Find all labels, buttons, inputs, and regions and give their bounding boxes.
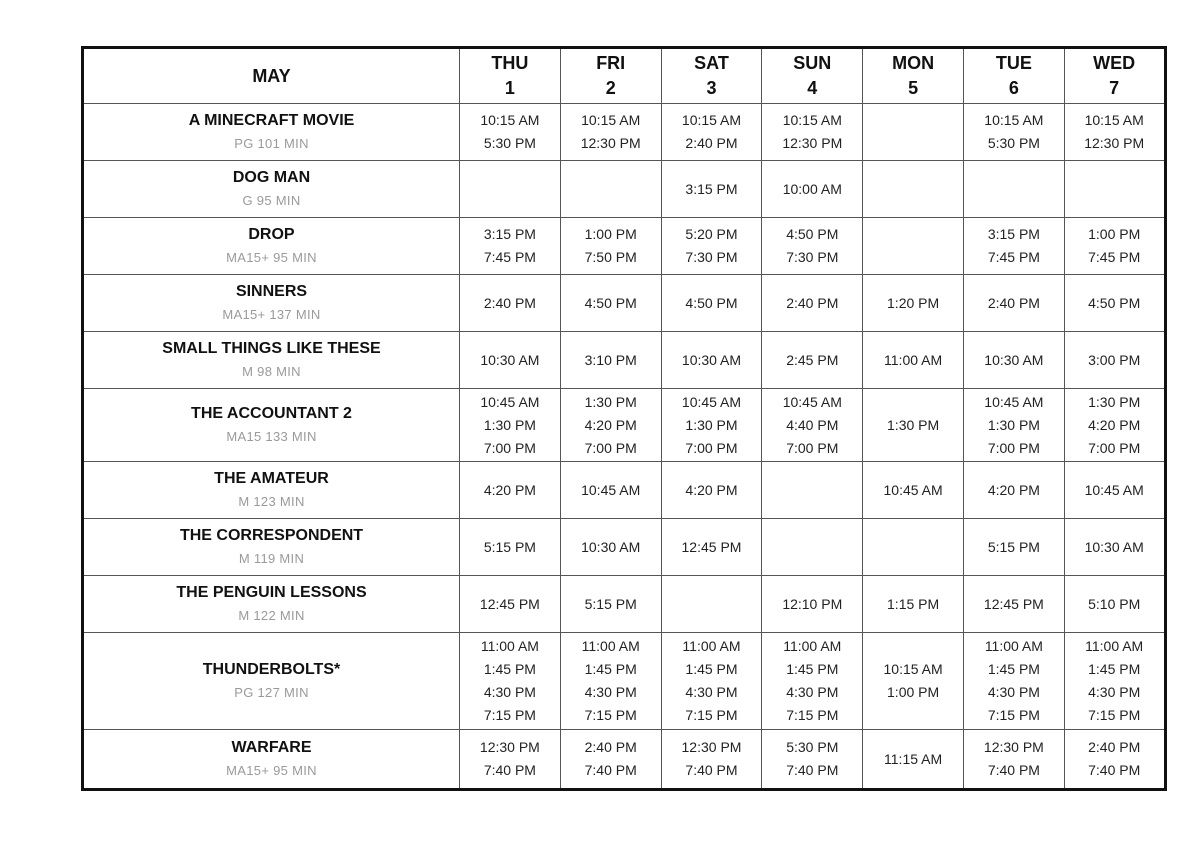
movie-title: WARFARE bbox=[231, 739, 312, 756]
session-cell bbox=[963, 104, 1064, 161]
session-cell bbox=[460, 633, 561, 730]
session-cell bbox=[560, 104, 661, 161]
session-time: 10:45 AM bbox=[984, 393, 1044, 410]
movie-title: SINNERS bbox=[235, 283, 308, 300]
session-time: 7:15 PM bbox=[483, 707, 536, 723]
session-time: 1:45 PM bbox=[483, 661, 536, 677]
session-time: 1:20 PM bbox=[887, 294, 940, 311]
movie-rating-runtime: MA15+ 95 MIN bbox=[226, 250, 317, 265]
session-cell bbox=[762, 104, 863, 161]
session-time: 10:30 AM bbox=[581, 538, 641, 555]
session-time: 5:15 PM bbox=[987, 538, 1040, 555]
session-cell bbox=[661, 332, 762, 389]
session-time: 4:30 PM bbox=[786, 684, 839, 700]
session-cell bbox=[460, 462, 561, 519]
session-cell bbox=[762, 161, 863, 218]
movie-title: THE AMATEUR bbox=[214, 470, 329, 487]
session-cell bbox=[1064, 730, 1165, 790]
header-row bbox=[83, 48, 1166, 104]
session-time: 12:30 PM bbox=[479, 739, 540, 755]
session-time: 4:50 PM bbox=[584, 294, 637, 311]
day-header-sun bbox=[762, 48, 863, 104]
movie-cell bbox=[83, 332, 460, 389]
session-time: 7:45 PM bbox=[483, 249, 536, 265]
session-time: 4:20 PM bbox=[685, 481, 738, 498]
session-time: 11:00 AM bbox=[480, 638, 539, 654]
movie-cell bbox=[83, 104, 460, 161]
session-time: 12:30 PM bbox=[1084, 135, 1145, 151]
session-cell bbox=[1064, 462, 1165, 519]
session-time: 10:45 AM bbox=[883, 481, 943, 498]
session-time: 1:30 PM bbox=[1088, 393, 1141, 410]
session-time: 1:00 PM bbox=[584, 226, 637, 242]
session-cell bbox=[560, 633, 661, 730]
session-cell bbox=[1064, 332, 1165, 389]
session-time: 7:00 PM bbox=[483, 439, 536, 456]
session-time: 5:15 PM bbox=[584, 595, 637, 612]
session-time: 1:15 PM bbox=[887, 595, 940, 612]
movie-rating-runtime: M 119 MIN bbox=[238, 551, 305, 566]
session-cell bbox=[863, 633, 964, 730]
session-cell bbox=[460, 218, 561, 275]
session-time: 12:45 PM bbox=[479, 595, 540, 612]
session-time: 3:15 PM bbox=[685, 180, 738, 197]
session-cell bbox=[963, 332, 1064, 389]
movie-cell bbox=[83, 576, 460, 633]
session-cell bbox=[460, 389, 561, 462]
session-cell bbox=[661, 576, 762, 633]
session-cell bbox=[460, 275, 561, 332]
session-cell bbox=[661, 519, 762, 576]
session-time: 4:50 PM bbox=[1088, 294, 1141, 311]
session-cell bbox=[1064, 633, 1165, 730]
movie-cell bbox=[83, 275, 460, 332]
session-time: 4:30 PM bbox=[987, 684, 1040, 700]
session-time: 5:30 PM bbox=[987, 135, 1040, 151]
session-time: 1:45 PM bbox=[584, 661, 637, 677]
session-time: 1:30 PM bbox=[483, 416, 536, 433]
session-time: 3:00 PM bbox=[1088, 351, 1141, 368]
movie-cell bbox=[83, 730, 460, 790]
session-time: 4:50 PM bbox=[786, 226, 839, 242]
session-time: 7:40 PM bbox=[685, 762, 738, 778]
session-time: 11:00 AM bbox=[682, 638, 741, 654]
month-header: MAY bbox=[83, 48, 460, 104]
session-time: 3:15 PM bbox=[483, 226, 536, 242]
session-cell bbox=[661, 161, 762, 218]
session-time: 7:40 PM bbox=[584, 762, 637, 778]
session-cell bbox=[1064, 161, 1165, 218]
session-cell bbox=[661, 275, 762, 332]
session-time: 5:10 PM bbox=[1088, 595, 1141, 612]
day-number: 3 bbox=[706, 78, 717, 98]
session-time: 7:40 PM bbox=[1088, 762, 1141, 778]
session-time: 2:40 PM bbox=[786, 294, 839, 311]
day-name: THU bbox=[491, 53, 529, 73]
session-cell bbox=[762, 633, 863, 730]
day-name: FRI bbox=[596, 53, 626, 73]
session-time: 1:30 PM bbox=[584, 393, 637, 410]
session-time: 10:45 AM bbox=[681, 393, 742, 410]
session-time: 7:15 PM bbox=[987, 707, 1040, 723]
session-time: 7:15 PM bbox=[786, 707, 839, 723]
session-time: 1:45 PM bbox=[786, 661, 839, 677]
session-cell bbox=[963, 576, 1064, 633]
session-time: 2:40 PM bbox=[584, 739, 637, 755]
session-time: 10:45 AM bbox=[480, 393, 540, 410]
session-time: 1:45 PM bbox=[1088, 661, 1141, 677]
session-time: 10:15 AM bbox=[581, 112, 641, 128]
movie-rating-runtime: M 123 MIN bbox=[238, 494, 305, 509]
session-time: 7:45 PM bbox=[987, 249, 1040, 265]
session-cell bbox=[1064, 389, 1165, 462]
movie-title: THE ACCOUNTANT 2 bbox=[191, 405, 352, 422]
session-cell bbox=[762, 389, 863, 462]
session-time: 10:15 AM bbox=[782, 112, 842, 128]
session-cell bbox=[963, 519, 1064, 576]
session-cell bbox=[963, 275, 1064, 332]
session-time: 11:00 AM bbox=[984, 638, 1043, 654]
session-time: 7:30 PM bbox=[685, 249, 738, 265]
session-cell bbox=[963, 389, 1064, 462]
session-cell bbox=[863, 275, 964, 332]
movie-rating-runtime: PG 127 MIN bbox=[234, 685, 309, 700]
session-time: 4:20 PM bbox=[1088, 416, 1141, 433]
session-cell bbox=[460, 576, 561, 633]
session-cell bbox=[460, 161, 561, 218]
session-time: 1:30 PM bbox=[887, 416, 940, 433]
session-time: 10:30 AM bbox=[984, 351, 1044, 368]
session-time: 12:30 PM bbox=[580, 135, 641, 151]
session-time: 10:15 AM bbox=[480, 112, 540, 128]
session-time: 7:00 PM bbox=[1088, 439, 1141, 456]
session-time: 5:30 PM bbox=[483, 135, 536, 151]
movie-rating-runtime: PG 101 MIN bbox=[234, 136, 309, 151]
session-cell bbox=[460, 730, 561, 790]
session-cell bbox=[863, 519, 964, 576]
session-cell bbox=[1064, 104, 1165, 161]
session-time: 10:00 AM bbox=[782, 180, 842, 197]
session-cell bbox=[863, 389, 964, 462]
session-time: 7:40 PM bbox=[483, 762, 536, 778]
movie-rating-runtime: M 98 MIN bbox=[242, 364, 301, 379]
session-time: 7:50 PM bbox=[584, 249, 637, 265]
session-cell bbox=[560, 218, 661, 275]
session-cell bbox=[460, 519, 561, 576]
movie-cell bbox=[83, 161, 460, 218]
session-time: 10:45 AM bbox=[581, 481, 641, 498]
session-time: 4:30 PM bbox=[483, 684, 536, 700]
session-cell bbox=[863, 332, 964, 389]
session-time: 5:20 PM bbox=[685, 226, 738, 242]
day-name: TUE bbox=[995, 53, 1032, 73]
session-time: 11:15 AM bbox=[884, 750, 943, 767]
movie-rating-runtime: MA15+ 137 MIN bbox=[222, 307, 321, 322]
session-time: 4:20 PM bbox=[987, 481, 1040, 498]
session-cell bbox=[762, 275, 863, 332]
movie-rating-runtime: G 95 MIN bbox=[242, 193, 301, 208]
session-time: 2:40 PM bbox=[987, 294, 1040, 311]
movie-cell bbox=[83, 218, 460, 275]
session-cell bbox=[560, 161, 661, 218]
table-row bbox=[83, 389, 1166, 462]
table-row bbox=[83, 218, 1166, 275]
session-cell bbox=[863, 462, 964, 519]
movie-rating-runtime: M 122 MIN bbox=[238, 608, 305, 623]
session-cell bbox=[1064, 519, 1165, 576]
session-time: 1:45 PM bbox=[987, 661, 1040, 677]
session-cell bbox=[460, 332, 561, 389]
day-number: 2 bbox=[605, 78, 616, 98]
day-number: 1 bbox=[504, 78, 515, 98]
table-row bbox=[83, 275, 1166, 332]
movie-title: SMALL THINGS LIKE THESE bbox=[162, 340, 381, 357]
movie-cell bbox=[83, 462, 460, 519]
session-time: 12:45 PM bbox=[983, 595, 1044, 612]
session-time: 10:45 AM bbox=[782, 393, 842, 410]
session-cell bbox=[661, 218, 762, 275]
session-time: 4:20 PM bbox=[584, 416, 637, 433]
session-time: 10:15 AM bbox=[1084, 112, 1144, 128]
session-time: 11:00 AM bbox=[884, 351, 943, 368]
session-time: 10:30 AM bbox=[1084, 538, 1144, 555]
session-time: 3:10 PM bbox=[584, 351, 637, 368]
session-cell bbox=[661, 633, 762, 730]
day-number: 6 bbox=[1008, 78, 1019, 98]
session-time: 7:15 PM bbox=[1088, 707, 1141, 723]
day-header-tue bbox=[963, 48, 1064, 104]
session-time: 12:45 PM bbox=[681, 538, 742, 555]
session-time: 7:00 PM bbox=[584, 439, 637, 456]
session-cell bbox=[963, 730, 1064, 790]
session-time: 12:30 PM bbox=[782, 135, 843, 151]
session-cell bbox=[762, 462, 863, 519]
table-row bbox=[83, 633, 1166, 730]
movie-rating-runtime: MA15+ 95 MIN bbox=[226, 763, 317, 778]
session-time: 10:15 AM bbox=[883, 661, 943, 677]
session-cell bbox=[1064, 218, 1165, 275]
session-time: 11:00 AM bbox=[783, 638, 842, 654]
session-time: 1:30 PM bbox=[685, 416, 738, 433]
session-cell bbox=[762, 218, 863, 275]
day-number: 7 bbox=[1109, 78, 1120, 98]
session-cell bbox=[762, 519, 863, 576]
table-row bbox=[83, 576, 1166, 633]
session-time: 2:45 PM bbox=[786, 351, 839, 368]
session-time: 4:30 PM bbox=[584, 684, 637, 700]
movie-title: DOG MAN bbox=[232, 169, 311, 186]
session-cell bbox=[863, 104, 964, 161]
session-time: 10:15 AM bbox=[984, 112, 1044, 128]
session-time: 4:30 PM bbox=[685, 684, 738, 700]
session-time: 2:40 PM bbox=[685, 135, 738, 151]
session-time: 10:30 AM bbox=[480, 351, 540, 368]
day-name: MON bbox=[892, 53, 935, 73]
session-cell bbox=[1064, 576, 1165, 633]
session-cell bbox=[560, 462, 661, 519]
session-time: 12:30 PM bbox=[681, 739, 742, 755]
session-cell bbox=[560, 730, 661, 790]
session-cell bbox=[560, 332, 661, 389]
session-time: 7:00 PM bbox=[786, 439, 839, 456]
schedule-body bbox=[83, 104, 1166, 790]
session-time: 4:50 PM bbox=[685, 294, 738, 311]
session-cell bbox=[762, 730, 863, 790]
session-time: 1:00 PM bbox=[887, 684, 940, 700]
movie-title: THE PENGUIN LESSONS bbox=[176, 584, 367, 601]
day-number: 4 bbox=[807, 78, 818, 98]
table-row bbox=[83, 519, 1166, 576]
session-time: 1:30 PM bbox=[987, 416, 1040, 433]
session-cell bbox=[661, 462, 762, 519]
session-cell bbox=[661, 730, 762, 790]
session-cell bbox=[963, 462, 1064, 519]
movie-title: THE CORRESPONDENT bbox=[179, 527, 364, 544]
session-cell bbox=[560, 275, 661, 332]
session-cell bbox=[460, 104, 561, 161]
day-header-fri bbox=[560, 48, 661, 104]
movie-title: A MINECRAFT MOVIE bbox=[188, 112, 355, 129]
session-time: 1:45 PM bbox=[685, 661, 738, 677]
session-time: 4:40 PM bbox=[786, 416, 839, 433]
session-time: 12:30 PM bbox=[983, 739, 1044, 755]
session-time: 5:15 PM bbox=[483, 538, 536, 555]
movie-title: DROP bbox=[248, 226, 295, 243]
session-cell bbox=[863, 218, 964, 275]
session-cell bbox=[963, 161, 1064, 218]
session-time: 7:00 PM bbox=[685, 439, 738, 456]
day-header-thu bbox=[460, 48, 561, 104]
session-time: 10:30 AM bbox=[681, 351, 742, 368]
session-cell bbox=[863, 161, 964, 218]
session-time: 7:45 PM bbox=[1088, 249, 1141, 265]
session-time: 3:15 PM bbox=[987, 226, 1040, 242]
day-name: SUN bbox=[793, 53, 832, 73]
session-time: 11:00 AM bbox=[1085, 638, 1144, 654]
movie-cell bbox=[83, 389, 460, 462]
session-cell bbox=[661, 389, 762, 462]
session-time: 11:00 AM bbox=[581, 638, 640, 654]
session-cell bbox=[963, 218, 1064, 275]
session-cell bbox=[762, 576, 863, 633]
day-header-sat bbox=[661, 48, 762, 104]
session-cell bbox=[963, 633, 1064, 730]
table-row bbox=[83, 161, 1166, 218]
table-row bbox=[83, 730, 1166, 790]
session-time: 10:15 AM bbox=[681, 112, 742, 128]
session-time: 12:10 PM bbox=[782, 595, 843, 612]
session-times-table bbox=[81, 46, 1167, 791]
session-time: 4:20 PM bbox=[483, 481, 536, 498]
session-time: 4:30 PM bbox=[1088, 684, 1141, 700]
session-time: 2:40 PM bbox=[483, 294, 536, 311]
day-header-mon bbox=[863, 48, 964, 104]
session-time: 1:00 PM bbox=[1088, 226, 1141, 242]
movie-cell bbox=[83, 519, 460, 576]
movie-title: THUNDERBOLTS* bbox=[202, 661, 341, 678]
session-cell bbox=[762, 332, 863, 389]
day-number: 5 bbox=[908, 78, 919, 98]
session-cell bbox=[863, 576, 964, 633]
session-time: 7:15 PM bbox=[685, 707, 738, 723]
day-name: WED bbox=[1093, 53, 1136, 73]
day-header-wed bbox=[1064, 48, 1165, 104]
movie-cell bbox=[83, 633, 460, 730]
session-cell bbox=[560, 576, 661, 633]
session-time: 10:45 AM bbox=[1084, 481, 1144, 498]
movie-rating-runtime: MA15 133 MIN bbox=[226, 429, 317, 444]
session-cell bbox=[560, 519, 661, 576]
day-name: SAT bbox=[694, 53, 729, 73]
table-row bbox=[83, 332, 1166, 389]
session-time: 7:40 PM bbox=[987, 762, 1040, 778]
session-time: 7:40 PM bbox=[786, 762, 839, 778]
table-row bbox=[83, 462, 1166, 519]
session-cell bbox=[1064, 275, 1165, 332]
session-time: 2:40 PM bbox=[1088, 739, 1141, 755]
session-cell bbox=[863, 730, 964, 790]
session-time: 7:15 PM bbox=[584, 707, 637, 723]
session-time: 7:00 PM bbox=[987, 439, 1040, 456]
table-row bbox=[83, 104, 1166, 161]
session-time: 5:30 PM bbox=[786, 739, 839, 755]
session-cell bbox=[661, 104, 762, 161]
session-cell bbox=[560, 389, 661, 462]
session-time: 7:30 PM bbox=[786, 249, 839, 265]
